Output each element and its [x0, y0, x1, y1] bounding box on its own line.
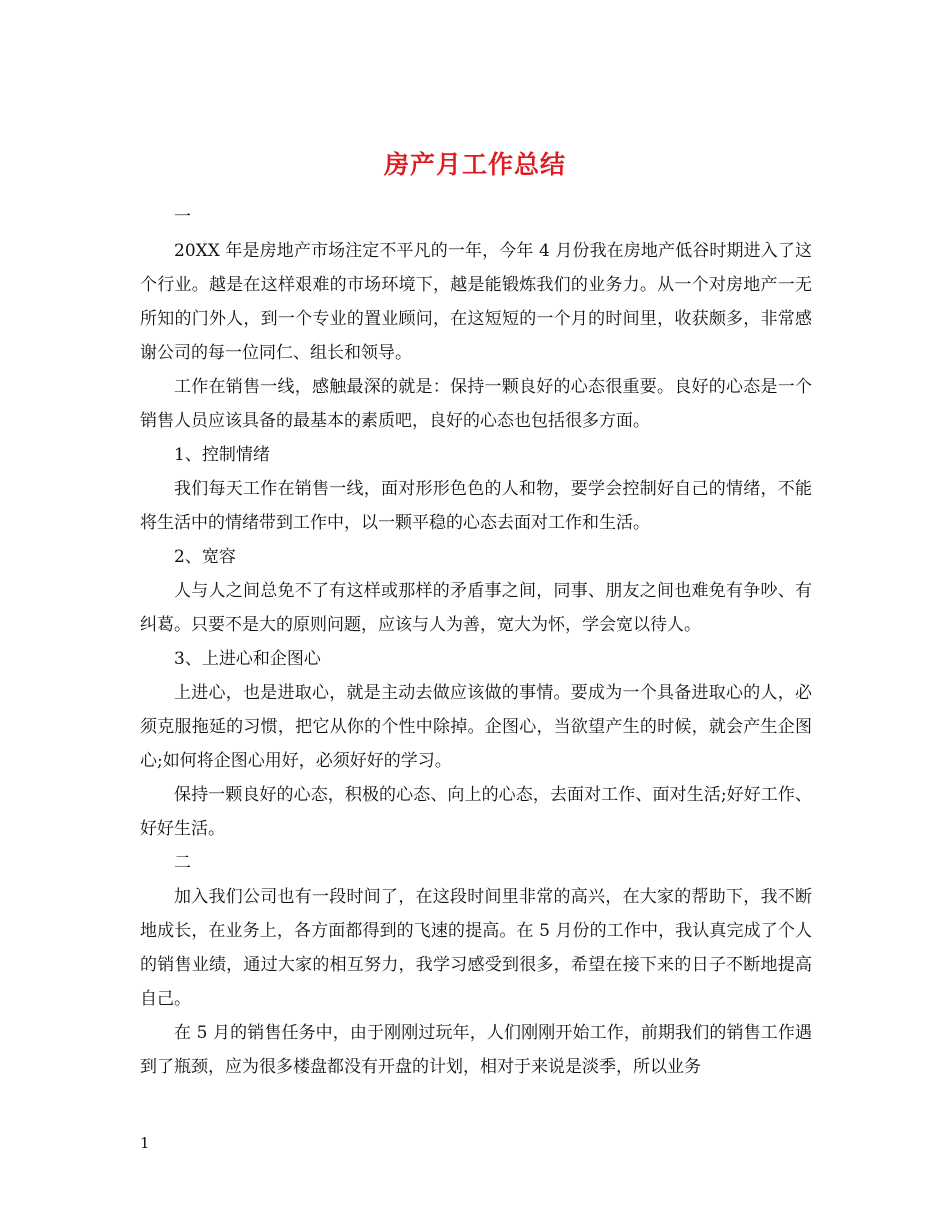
- paragraph: 上进心，也是进取心，就是主动去做应该做的事情。要成为一个具备进取心的人，必须克服拖延的习惯，把它从你的个性中除掉。企图心，当欲望产生的时候，就会产生企图心;如何将企图心用好，必须好好的学习。: [140, 683, 812, 771]
- paragraph: 在 5 月的销售任务中，由于刚刚过玩年，人们刚刚开始工作，前期我们的销售工作遇到了瓶颈，应为很多楼盘都没有开盘的计划，相对于来说是淡季，所以业务: [140, 1023, 812, 1077]
- document-body: [140, 200, 812, 1084]
- paragraph: 加入我们公司也有一段时间了，在这段时间里非常的高兴，在大家的帮助下，我不断地成长，在业务上，各方面都得到的飞速的提高。在 5 月份的工作中，我认真完成了个人的销售业绩，通过大家的相互努力，我学习感受到很多，希望在接下来的日子不断地提高自己。: [140, 887, 812, 1009]
- section-heading: 3、上进心和企图心: [174, 649, 321, 669]
- paragraph: 我们每天工作在销售一线，面对形形色色的人和物，要学会控制好自己的情绪，不能将生活中的情绪带到工作中，以一颗平稳的心态去面对工作和生活。: [140, 479, 812, 533]
- section-heading: 1、控制情绪: [174, 445, 270, 465]
- paragraph: 工作在销售一线，感触最深的就是：保持一颗良好的心态很重要。良好的心态是一个销售人员应该具备的最基本的素质吧，良好的心态也包括很多方面。: [140, 377, 812, 431]
- section-heading: 2、宽容: [174, 547, 236, 567]
- paragraph: 保持一颗良好的心态，积极的心态、向上的心态，去面对工作、面对生活;好好工作、好好生活。: [140, 785, 812, 839]
- paragraph: 人与人之间总免不了有这样或那样的矛盾事之间，同事、朋友之间也难免有争吵、有纠葛。只要不是大的原则问题，应该与人为善，宽大为怀，学会宽以待人。: [140, 581, 812, 635]
- paragraph: 二: [174, 853, 191, 873]
- page-number: 1: [140, 1134, 150, 1152]
- document-title: 房产月工作总结: [383, 149, 566, 179]
- paragraph: 20XX 年是房地产市场注定不平凡的一年，今年 4 月份我在房地产低谷时期进入了这个行业。越是在这样艰难的市场环境下，越是能锻炼我们的业务力。从一个对房地产一无所知的门外人，到一个专业的置业顾问，在这短短的一个月的时间里，收获颇多，非常感谢公司的每一位同仁、组长和领导。: [140, 241, 812, 363]
- paragraph: 一: [174, 207, 191, 227]
